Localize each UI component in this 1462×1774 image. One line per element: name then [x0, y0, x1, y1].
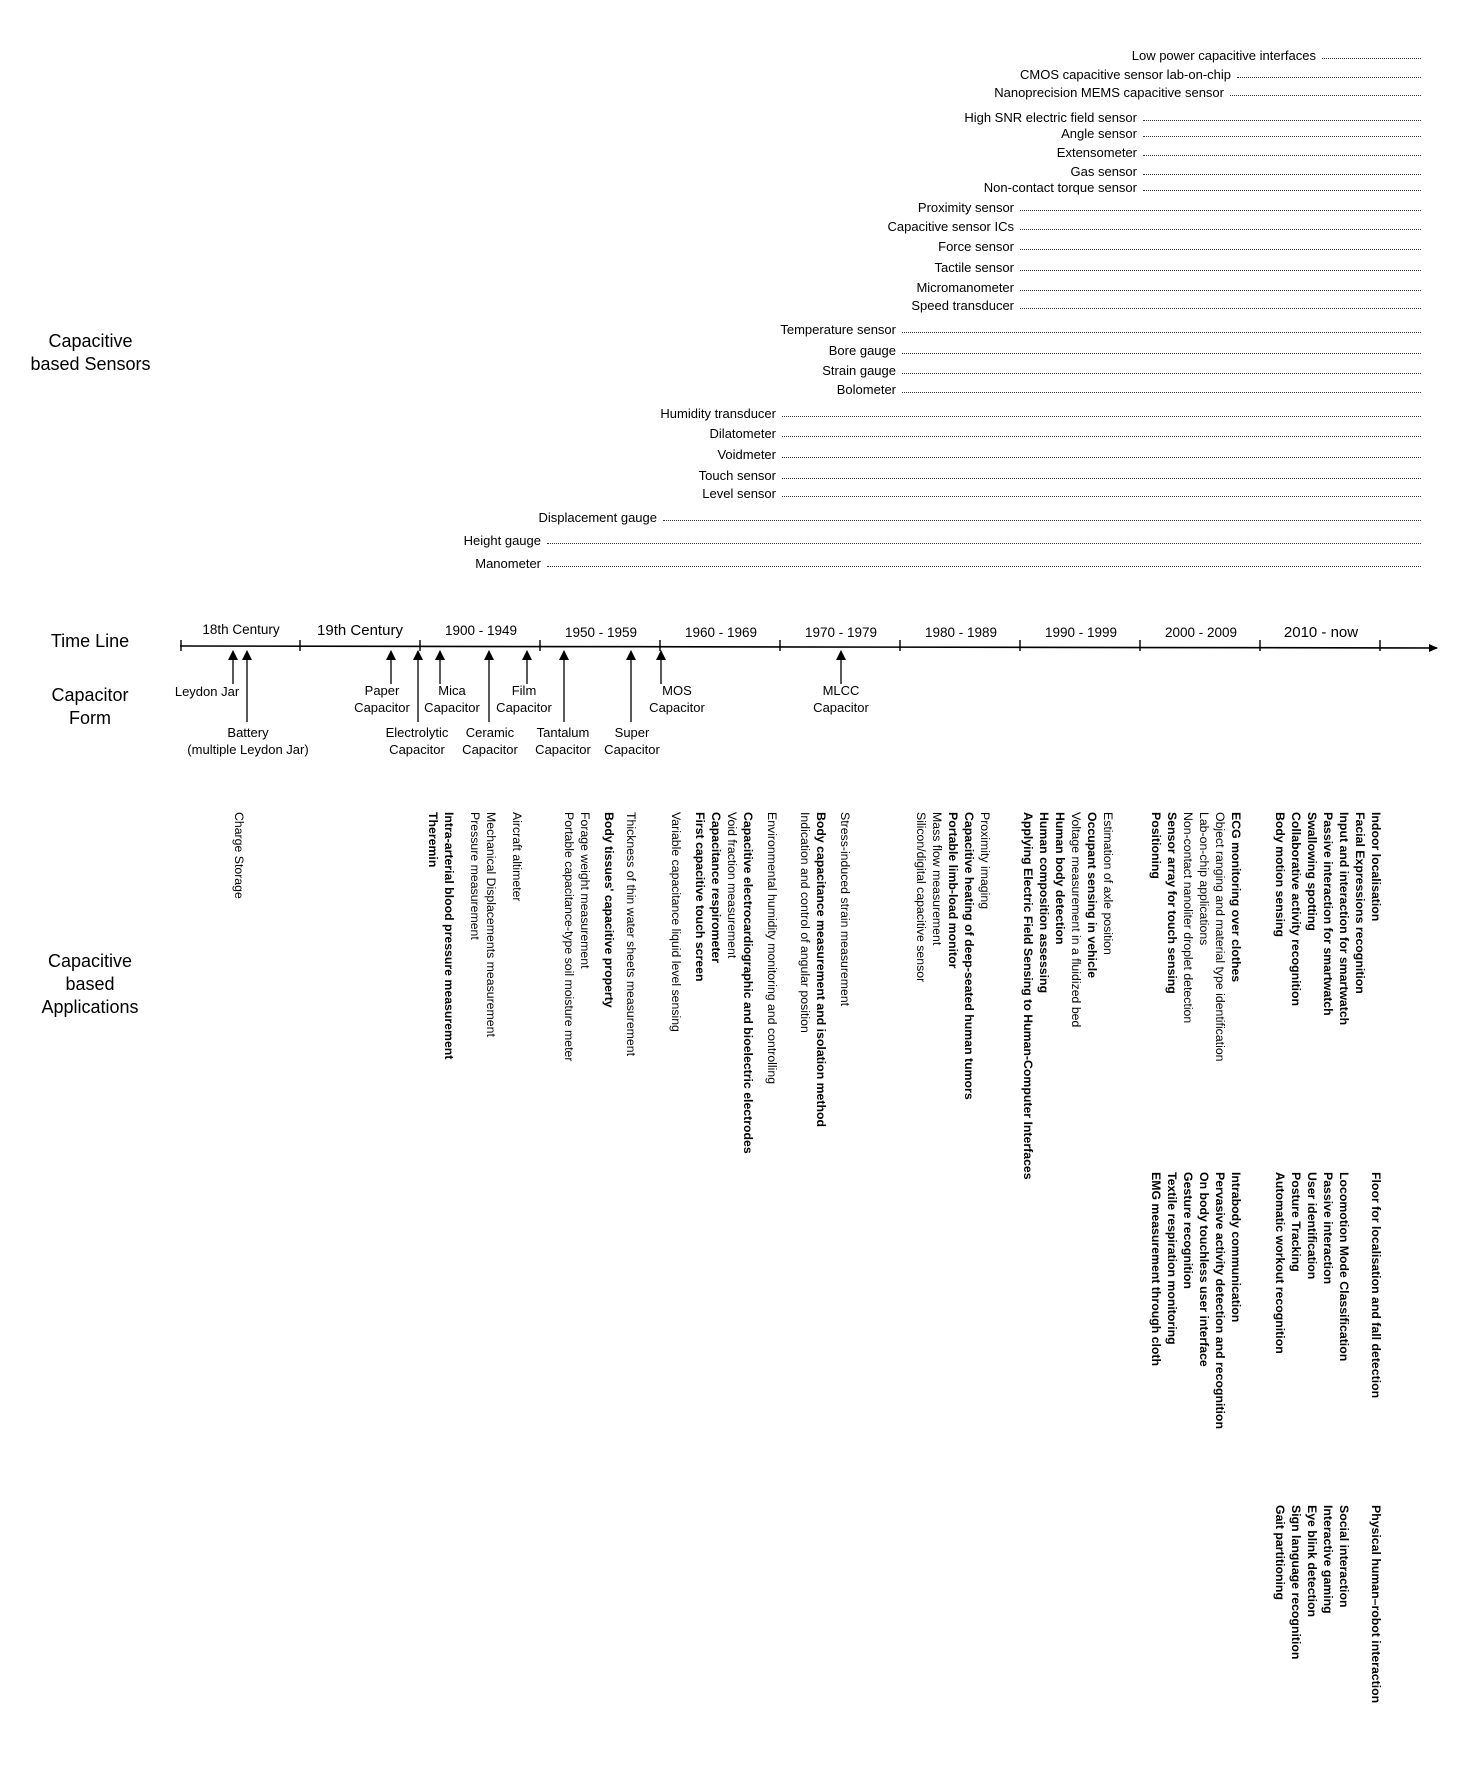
- form-line: Paper: [364, 683, 400, 698]
- application-label: EMG measurement through cloth: [1149, 1172, 1163, 1367]
- form-line: Electrolytic: [385, 725, 449, 740]
- form-line: Battery: [227, 725, 269, 740]
- form-line: Tantalum: [536, 725, 590, 740]
- sensors-row-label-line-2: based Sensors: [30, 354, 151, 374]
- application-label: Estimation of axle position: [1101, 812, 1115, 955]
- application-label: Passive interaction: [1321, 1172, 1335, 1285]
- applications-row-label-line-1: Capacitive: [47, 951, 133, 971]
- application-label: First capacitive touch screen: [693, 812, 707, 982]
- era-label: 1900 - 1949: [444, 623, 518, 638]
- application-label: Facial Expressions recognition: [1353, 812, 1367, 994]
- application-label: Human body detection: [1053, 812, 1067, 945]
- era-label: 1980 - 1989: [924, 625, 998, 640]
- timeline-axis-graphic: [0, 0, 1462, 800]
- era-label: 19th Century: [317, 622, 403, 639]
- application-label: Sign language recognition: [1289, 1505, 1303, 1660]
- application-label: ECG monitoring over clothes: [1229, 812, 1243, 983]
- application-label: Mass flow measurement: [930, 812, 944, 946]
- era-label: 18th Century: [202, 622, 280, 637]
- form-ceramic: [462, 724, 518, 758]
- form-line: Leydon Jar: [174, 684, 240, 699]
- sensor-label: Touch sensor: [698, 468, 776, 483]
- application-label: Intra-arterial blood pressure measurement: [442, 812, 456, 1060]
- form-paper: [354, 682, 410, 716]
- form-line: Mica: [438, 683, 466, 698]
- application-label: Interactive gaming: [1321, 1505, 1335, 1614]
- sensor-label: Gas sensor: [1070, 164, 1137, 179]
- sensor-label: Displacement gauge: [538, 510, 657, 525]
- application-label: Body tissues' capacitive property: [602, 812, 616, 1008]
- application-label: Capacitive electrocardiographic and bioelectric electrodes: [741, 812, 755, 1154]
- sensor-label: Low power capacitive interfaces: [1131, 48, 1316, 63]
- timeline-axis-line: [180, 646, 1437, 648]
- sensor-label: Micromanometer: [916, 280, 1014, 295]
- application-label: Gesture recognition: [1181, 1172, 1195, 1289]
- form-row-label-line-2: Form: [69, 708, 111, 728]
- era-label: 2000 - 2009: [1164, 625, 1238, 640]
- era-label: 1960 - 1969: [684, 625, 758, 640]
- sensor-label: Dilatometer: [709, 426, 776, 441]
- form-row-label-line-1: Capacitor: [51, 685, 129, 705]
- application-label: Sensor array for touch sensing: [1165, 812, 1179, 994]
- application-label: Occupant sensing in vehicle: [1085, 812, 1099, 979]
- application-label: Mechanical Displacements measurement: [484, 812, 498, 1037]
- application-label: Collaborative activity recognition: [1289, 812, 1303, 1007]
- form-line: Capacitor: [462, 742, 518, 757]
- application-label: Human composition assessing: [1037, 812, 1051, 994]
- sensor-label: Strain gauge: [822, 363, 896, 378]
- application-label: Body motion sensing: [1273, 812, 1287, 938]
- sensor-label: Speed transducer: [911, 298, 1014, 313]
- application-label: Indication and control of angular position: [798, 812, 812, 1033]
- era-label: 1970 - 1979: [804, 625, 878, 640]
- sensor-label: Angle sensor: [1061, 126, 1137, 141]
- application-label: Portable limb-load monitor: [946, 812, 960, 969]
- sensor-label: Tactile sensor: [934, 260, 1014, 275]
- application-label: Non-contact nanoliter droplet detection: [1181, 812, 1195, 1024]
- sensor-label: Height gauge: [463, 533, 541, 548]
- form-line: Capacitor: [649, 700, 705, 715]
- application-label: Textile respiration monitoring: [1165, 1172, 1179, 1345]
- form-line: Capacitor: [496, 700, 552, 715]
- application-label: Environmental humidity monitoring and controlling: [765, 812, 779, 1085]
- application-label: Input and interaction for smartwatch: [1337, 812, 1351, 1026]
- form-battery: [187, 724, 308, 758]
- application-label: Passive interaction for smartwatch: [1321, 812, 1335, 1016]
- applications-row-label-line-2: based: [65, 974, 115, 994]
- form-mica: [424, 682, 480, 716]
- timeline-row-label: Time Line: [50, 631, 130, 651]
- application-label: Intrabody communication: [1229, 1172, 1243, 1323]
- application-label: Eye blink detection: [1305, 1505, 1319, 1618]
- application-label: Portable capacitance-type soil moisture meter: [562, 812, 576, 1062]
- sensors-row-label-line-1: Capacitive: [48, 331, 133, 351]
- form-super: [604, 724, 660, 758]
- application-label: Stress-induced strain measurement: [838, 812, 852, 1007]
- application-label: Object ranging and material type identification: [1213, 812, 1227, 1062]
- sensor-label: Bolometer: [836, 382, 896, 397]
- application-label: Capacitive heating of deep-seated human tumors: [962, 812, 976, 1100]
- sensor-label: Temperature sensor: [780, 322, 896, 337]
- form-leydon-jar: [175, 683, 239, 700]
- application-label: User identification: [1305, 1172, 1319, 1280]
- sensor-label: Voidmeter: [717, 447, 776, 462]
- form-line: Capacitor: [535, 742, 591, 757]
- application-label: Voltage measurement in a fluidized bed: [1069, 812, 1083, 1028]
- form-line: Super: [614, 725, 650, 740]
- application-label: Posture Tracking: [1289, 1172, 1303, 1272]
- application-label: Variable capacitance liquid level sensing: [669, 812, 683, 1032]
- form-tantalum: [535, 724, 591, 758]
- application-label: Charge Storage: [232, 812, 246, 899]
- form-line: Capacitor: [389, 742, 445, 757]
- sensor-label: High SNR electric field sensor: [964, 110, 1137, 125]
- applications-row-label-line-3: Applications: [41, 997, 139, 1017]
- application-label: Gait partitioning: [1273, 1505, 1287, 1600]
- era-label: 2010 - now: [1283, 624, 1359, 641]
- form-line: (multiple Leydon Jar): [187, 742, 309, 757]
- application-label: Silicon/digital capacitive sensor: [914, 812, 928, 983]
- application-label: Pressure measurement: [468, 812, 482, 940]
- application-label: Forage weight measurement: [578, 812, 592, 969]
- form-line: Capacitor: [424, 700, 480, 715]
- sensor-label: Extensometer: [1056, 145, 1137, 160]
- sensor-label: Nanoprecision MEMS capacitive sensor: [994, 85, 1224, 100]
- era-label: 1990 - 1999: [1044, 625, 1118, 640]
- sensor-label: Non-contact torque sensor: [983, 180, 1137, 195]
- form-film: [496, 682, 552, 716]
- application-label: Locomotion Mode Classification: [1337, 1172, 1351, 1362]
- sensor-label: Humidity transducer: [660, 406, 776, 421]
- application-label: Physical human–robot interaction: [1369, 1505, 1383, 1704]
- sensor-label: Level sensor: [702, 486, 776, 501]
- applications-row-label: [30, 950, 150, 1019]
- form-line: Film: [511, 683, 537, 698]
- form-line: Capacitor: [813, 700, 869, 715]
- application-label: Theremin: [426, 812, 440, 868]
- application-label: Lab-on-chip applications: [1197, 812, 1211, 946]
- application-label: Indoor localisation: [1369, 812, 1383, 922]
- form-line: Capacitor: [354, 700, 410, 715]
- application-label: Automatic workout recognition: [1273, 1172, 1287, 1354]
- application-label: Applying Electric Field Sensing to Human-Computer Interfaces: [1021, 812, 1035, 1180]
- application-label: Body capacitance measurement and isolation method: [814, 812, 828, 1128]
- application-label: Thickness of thin water sheets measurement: [624, 812, 638, 1056]
- sensor-label: CMOS capacitive sensor lab-on-chip: [1020, 67, 1231, 82]
- form-line: MLCC: [822, 683, 860, 698]
- application-label: Positioning: [1149, 812, 1163, 879]
- application-label: Void fraction measurement: [725, 812, 739, 959]
- form-electrolytic: [386, 724, 449, 758]
- sensor-label: Proximity sensor: [917, 200, 1014, 215]
- sensor-label: Force sensor: [938, 239, 1014, 254]
- application-label: Social interaction: [1337, 1505, 1351, 1608]
- form-line: Ceramic: [465, 725, 515, 740]
- application-label: Floor for localisation and fall detection: [1369, 1172, 1383, 1399]
- application-label: Capacitance respirometer: [709, 812, 723, 964]
- form-line: Capacitor: [604, 742, 660, 757]
- form-mos: [649, 682, 705, 716]
- sensor-label: Capacitive sensor ICs: [887, 219, 1014, 234]
- sensor-label: Manometer: [475, 556, 541, 571]
- form-line: MOS: [662, 683, 692, 698]
- application-label: Swallowing spotting: [1305, 812, 1319, 931]
- application-label: Aircraft altimeter: [510, 812, 524, 902]
- form-mlcc: [813, 682, 869, 716]
- sensor-label: Bore gauge: [828, 343, 896, 358]
- application-label: On body touchless user interface: [1197, 1172, 1211, 1367]
- application-label: Pervasive activity detection and recognition: [1213, 1172, 1227, 1429]
- era-label: 1950 - 1959: [564, 625, 638, 640]
- application-label: Proximity imaging: [978, 812, 992, 910]
